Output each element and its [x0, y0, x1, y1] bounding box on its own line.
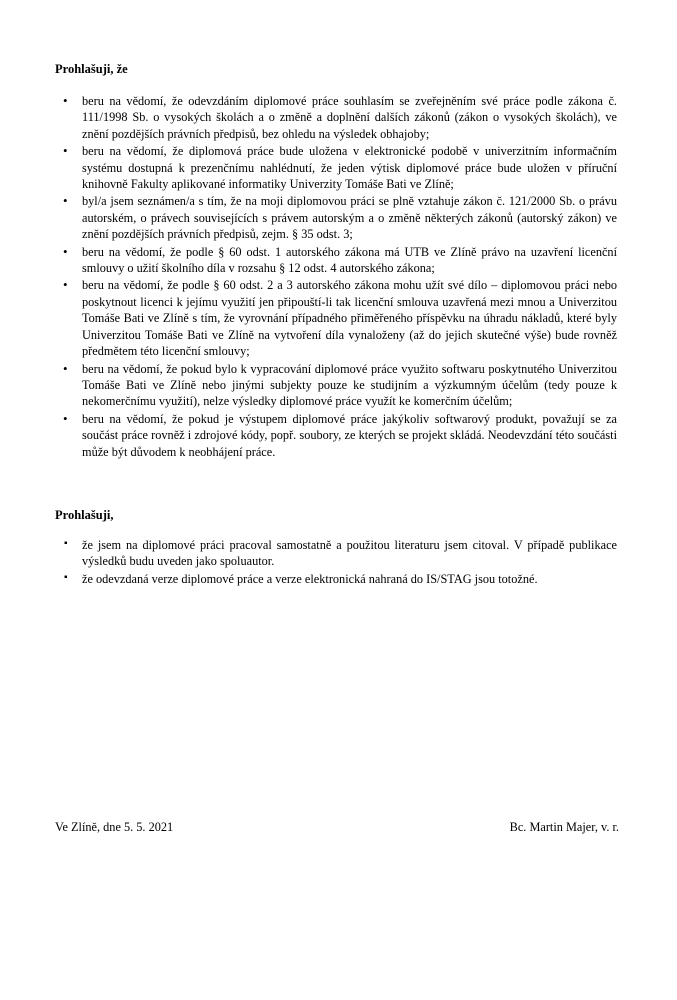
list-item: ▪ že jsem na diplomové práci pracoval samostatně a použitou literaturu jsem citoval. V případě publikace výsledků budu uveden jako spoluautor. [55, 537, 617, 570]
declaration-list-1 [55, 93, 617, 460]
list-item: • beru na vědomí, že podle § 60 odst. 2 a 3 autorského zákona mohu užít své dílo – diplomovou práci nebo poskytnout licenci k jejímu využití jen připouští-li tak licenční smlouva uzavřená mezi mnou a Univerzitou Tomáše Bati ve Zlíně s tím, že vyrovnání případného přiměřeného příspěvku na úhradu nákladů, které byly Univerzitou Tomáše Bati ve Zlíně na vytvoření díla vynaloženy (až do jejich skutečné výše) bude rovněž předmětem této licenční smlouvy; [55, 277, 617, 359]
document-footer [55, 820, 619, 835]
place-and-date: Ve Zlíně, dne 5. 5. 2021 [55, 820, 174, 834]
signature-name: Bc. Martin Majer, v. r. [509, 820, 619, 834]
declaration-heading-2: Prohlašuji, [55, 507, 114, 522]
declaration-heading-1: Prohlašuji, že [55, 62, 128, 76]
list-item: • beru na vědomí, že odevzdáním diplomové práce souhlasím se zveřejněním své práce podle zákona č. 111/1998 Sb. o vysokých školách a o změně a doplnění dalších zákonů (zákon o vysokých školách), ve znění pozdějších právních předpisů, bez ohledu na výsledek obhajoby; [55, 93, 617, 142]
list-item: • byl/a jsem seznámen/a s tím, že na moji diplomovou práci se plně vztahuje zákon č. 121/2000 Sb. o právu autorském, o právech souvisejících s právem autorským a o změně některých zákonů (autorský zákon) ve znění pozdějších právních předpisů, zejm. § 35 odst. 3; [55, 193, 617, 242]
declaration-list-2 [55, 537, 617, 587]
list-item: • beru na vědomí, že podle § 60 odst. 1 autorského zákona má UTB ve Zlíně právo na uzavření licenční smlouvy o užití školního díla v rozsahu § 12 odst. 4 autorského zákona; [55, 244, 617, 277]
list-item: • beru na vědomí, že pokud je výstupem diplomové práce jakýkoliv softwarový produkt, považují se za součást práce rovněž i zdrojové kódy, popř. soubory, ze kterých se projekt skládá. Neodevzdání této součásti může být důvodem k neobhájení práce. [55, 411, 617, 460]
list-item: • beru na vědomí, že diplomová práce bude uložena v elektronické podobě v univerzitním informačním systému dostupná k prezenčnímu nahlédnutí, že jeden výtisk diplomové práce bude uložen v příruční knihovně Fakulty aplikované informatiky Univerzity Tomáše Bati ve Zlíně; [55, 143, 617, 192]
list-item: ▪ že odevzdaná verze diplomové práce a verze elektronická nahraná do IS/STAG jsou totožné. [55, 571, 617, 587]
list-item: • beru na vědomí, že pokud bylo k vypracování diplomové práce využito softwaru poskytnutého Univerzitou Tomáše Bati ve Zlíně nebo jinými subjekty pouze ke studijním a výzkumným účelům (tedy pouze k nekomerčnímu využití), nelze výsledky diplomové práce využít ke komerčním účelům; [55, 361, 617, 410]
